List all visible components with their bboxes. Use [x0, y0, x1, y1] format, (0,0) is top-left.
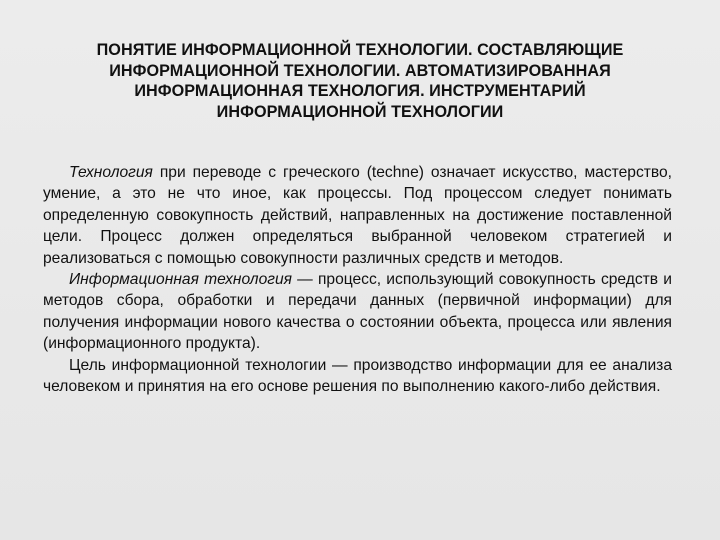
- paragraph-technology-text: при переводе с греческого (techne) означает искусство, мастерство, умение, а это не что иное, как процессы. Под процессом следует понимать определенную совокупность действий, направленных на достижение поставленной цели. Процесс должен определяться выбранной человеком стратегией и реализоваться с помощью совокупности различных средств и методов.: [43, 164, 672, 267]
- slide-body: [43, 162, 672, 397]
- title-line-3: ИНФОРМАЦИОННАЯ ТЕХНОЛОГИЯ. ИНСТРУМЕНТАРИЙ: [134, 82, 586, 101]
- title-line-1: ПОНЯТИЕ ИНФОРМАЦИОННОЙ ТЕХНОЛОГИИ. СОСТАВЛЯЮЩИЕ: [96, 41, 624, 59]
- paragraph-information-technology-text: — процесс, использующий совокупность средств и методов сбора, обработки и передачи данных (первичной информации) для получения информации нового качества о состоянии объекта, процесса или явления (информационного продукта).: [43, 271, 672, 353]
- term-technology: Технология: [69, 164, 153, 181]
- term-information-technology: Информационная технология: [69, 271, 292, 289]
- slide-title: [40, 40, 680, 122]
- paragraph-technology: [43, 162, 672, 269]
- title-line-4: ИНФОРМАЦИОННОЙ ТЕХНОЛОГИИ: [216, 102, 504, 121]
- paragraph-goal: [43, 355, 672, 398]
- paragraph-goal-text: Цель информационной технологии — производство информации для ее анализа человеком и принятия на его основе решения по выполнению какого-либо действия.: [43, 356, 672, 396]
- title-line-2: ИНФОРМАЦИОННОЙ ТЕХНОЛОГИИ. АВТОМАТИЗИРОВАННАЯ: [109, 61, 611, 80]
- paragraph-information-technology: [43, 269, 672, 355]
